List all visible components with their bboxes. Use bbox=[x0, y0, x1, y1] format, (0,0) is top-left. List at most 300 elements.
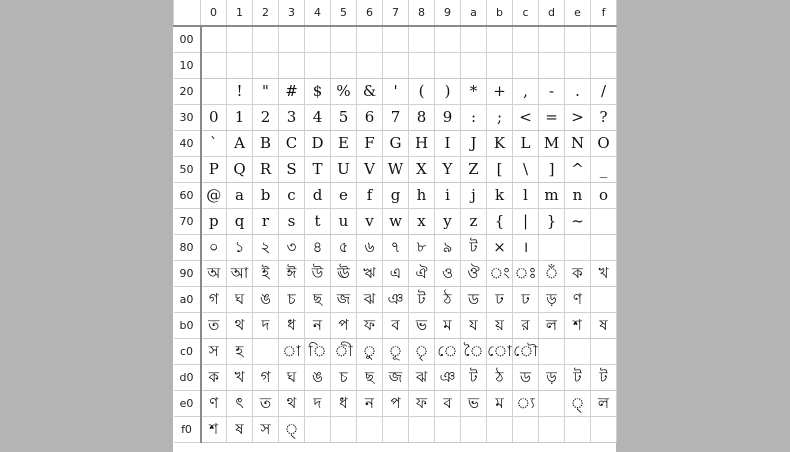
glyph-cell bbox=[591, 287, 617, 313]
column-header: 7 bbox=[383, 0, 409, 26]
glyph-cell: ঃ bbox=[513, 261, 539, 287]
glyph-cell: প bbox=[331, 313, 357, 339]
glyph-cell: w bbox=[383, 209, 409, 235]
glyph-cell: খ bbox=[227, 365, 253, 391]
glyph-cell bbox=[591, 417, 617, 443]
glyph-cell: O bbox=[591, 131, 617, 157]
glyph-cell: × bbox=[487, 235, 513, 261]
glyph-cell bbox=[539, 53, 565, 79]
glyph-cell: ধ bbox=[279, 313, 305, 339]
glyph-cell bbox=[513, 53, 539, 79]
glyph-cell: ট bbox=[461, 235, 487, 261]
glyph-cell: ং bbox=[487, 261, 513, 287]
row-header: e0 bbox=[174, 391, 201, 417]
glyph-cell: v bbox=[357, 209, 383, 235]
row-header: 80 bbox=[174, 235, 201, 261]
glyph-cell: ^ bbox=[565, 157, 591, 183]
glyph-cell: H bbox=[409, 131, 435, 157]
glyph-cell: ফ bbox=[409, 391, 435, 417]
corner-cell bbox=[174, 0, 201, 26]
glyph-cell: ঠ bbox=[435, 287, 461, 313]
glyph-cell: y bbox=[435, 209, 461, 235]
glyph-cell bbox=[461, 53, 487, 79]
glyph-cell: x bbox=[409, 209, 435, 235]
glyph-cell: e bbox=[331, 183, 357, 209]
glyph-cell: ড় bbox=[539, 287, 565, 313]
glyph-cell: F bbox=[357, 131, 383, 157]
row-header: 10 bbox=[174, 53, 201, 79]
glyph-cell bbox=[253, 53, 279, 79]
column-header: 2 bbox=[253, 0, 279, 26]
glyph-cell bbox=[513, 417, 539, 443]
glyph-cell: ? bbox=[591, 105, 617, 131]
glyph-cell: L bbox=[513, 131, 539, 157]
column-header: 6 bbox=[357, 0, 383, 26]
row-header: 30 bbox=[174, 105, 201, 131]
glyph-cell: ঁ bbox=[539, 261, 565, 287]
glyph-cell: i bbox=[435, 183, 461, 209]
glyph-cell: য় bbox=[487, 313, 513, 339]
glyph-cell bbox=[591, 53, 617, 79]
column-header: 0 bbox=[201, 0, 227, 26]
glyph-cell: ক bbox=[565, 261, 591, 287]
glyph-cell: ত bbox=[253, 391, 279, 417]
glyph-cell: য bbox=[461, 313, 487, 339]
glyph-cell: ৈ bbox=[461, 339, 487, 365]
glyph-cell: উ bbox=[305, 261, 331, 287]
glyph-cell: ড় bbox=[539, 365, 565, 391]
glyph-cell: ্ bbox=[565, 391, 591, 417]
glyph-cell: / bbox=[591, 79, 617, 105]
glyph-cell: 6 bbox=[357, 105, 383, 131]
column-header: 4 bbox=[305, 0, 331, 26]
glyph-cell: 7 bbox=[383, 105, 409, 131]
glyph-cell: M bbox=[539, 131, 565, 157]
glyph-cell: Z bbox=[461, 157, 487, 183]
row-header: a0 bbox=[174, 287, 201, 313]
row-header: 60 bbox=[174, 183, 201, 209]
grid-row bbox=[174, 105, 617, 131]
column-header: a bbox=[461, 0, 487, 26]
glyph-cell: ৫ bbox=[331, 235, 357, 261]
glyph-cell: 9 bbox=[435, 105, 461, 131]
grid-row bbox=[174, 365, 617, 391]
grid-row bbox=[174, 157, 617, 183]
glyph-cell: ৭ bbox=[383, 235, 409, 261]
glyph-cell: ছ bbox=[357, 365, 383, 391]
glyph-cell: ট bbox=[565, 365, 591, 391]
glyph-cell bbox=[591, 26, 617, 53]
glyph-cell: চ bbox=[279, 287, 305, 313]
glyph-cell bbox=[487, 53, 513, 79]
column-header: 8 bbox=[409, 0, 435, 26]
column-header-row bbox=[174, 0, 617, 26]
glyph-cell bbox=[539, 339, 565, 365]
glyph-cell: d bbox=[305, 183, 331, 209]
row-header: 90 bbox=[174, 261, 201, 287]
glyph-cell: ১ bbox=[227, 235, 253, 261]
glyph-cell: r bbox=[253, 209, 279, 235]
glyph-cell: ফ bbox=[357, 313, 383, 339]
glyph-cell: ! bbox=[227, 79, 253, 105]
glyph-cell bbox=[409, 26, 435, 53]
glyph-cell: ৪ bbox=[305, 235, 331, 261]
grid-row bbox=[174, 235, 617, 261]
column-header: 3 bbox=[279, 0, 305, 26]
glyph-cell: X bbox=[409, 157, 435, 183]
glyph-cell: j bbox=[461, 183, 487, 209]
glyph-cell: অ bbox=[201, 261, 227, 287]
glyph-cell bbox=[591, 235, 617, 261]
glyph-cell: # bbox=[279, 79, 305, 105]
glyph-cell: ৃ bbox=[409, 339, 435, 365]
glyph-cell bbox=[331, 26, 357, 53]
glyph-cell bbox=[279, 53, 305, 79]
row-header: 40 bbox=[174, 131, 201, 157]
glyph-cell: শ bbox=[565, 313, 591, 339]
glyph-cell: D bbox=[305, 131, 331, 157]
glyph-cell: ঢ bbox=[513, 287, 539, 313]
glyph-cell: : bbox=[461, 105, 487, 131]
glyph-cell: ঠ bbox=[487, 365, 513, 391]
glyph-cell: , bbox=[513, 79, 539, 105]
glyph-cell: m bbox=[539, 183, 565, 209]
glyph-cell: ্ bbox=[279, 417, 305, 443]
glyph-cell: ঙ bbox=[253, 287, 279, 313]
glyph-cell: ভ bbox=[409, 313, 435, 339]
glyph-cell: P bbox=[201, 157, 227, 183]
glyph-cell: ঢ bbox=[487, 287, 513, 313]
glyph-cell: গ bbox=[253, 365, 279, 391]
glyph-cell: ন bbox=[357, 391, 383, 417]
glyph-cell: ঙ bbox=[305, 365, 331, 391]
glyph-cell bbox=[357, 53, 383, 79]
glyph-cell: a bbox=[227, 183, 253, 209]
glyph-cell: U bbox=[331, 157, 357, 183]
grid-row bbox=[174, 79, 617, 105]
glyph-cell: T bbox=[305, 157, 331, 183]
glyph-cell bbox=[591, 209, 617, 235]
glyph-cell: A bbox=[227, 131, 253, 157]
glyph-cell: ঘ bbox=[227, 287, 253, 313]
glyph-cell: ষ bbox=[591, 313, 617, 339]
glyph-cell: ূ bbox=[383, 339, 409, 365]
glyph-cell bbox=[331, 417, 357, 443]
glyph-cell: স bbox=[201, 339, 227, 365]
glyph-cell: ু bbox=[357, 339, 383, 365]
glyph-cell: ৌ bbox=[513, 339, 539, 365]
glyph-cell: ব bbox=[383, 313, 409, 339]
glyph-cell: _ bbox=[591, 157, 617, 183]
glyph-cell: 8 bbox=[409, 105, 435, 131]
glyph-cell: t bbox=[305, 209, 331, 235]
row-header: 00 bbox=[174, 26, 201, 53]
grid-row bbox=[174, 26, 617, 53]
glyph-cell: ] bbox=[539, 157, 565, 183]
glyph-cell: E bbox=[331, 131, 357, 157]
glyph-cell bbox=[227, 53, 253, 79]
glyph-cell: ছ bbox=[305, 287, 331, 313]
glyph-cell: ঔ bbox=[461, 261, 487, 287]
glyph-cell: া bbox=[279, 339, 305, 365]
glyph-cell: . bbox=[565, 79, 591, 105]
glyph-cell: N bbox=[565, 131, 591, 157]
glyph-cell bbox=[279, 26, 305, 53]
glyph-cell: ; bbox=[487, 105, 513, 131]
glyph-cell: জ bbox=[331, 287, 357, 313]
glyph-cell: [ bbox=[487, 157, 513, 183]
glyph-cell bbox=[201, 26, 227, 53]
glyph-cell: থ bbox=[279, 391, 305, 417]
glyph-cell: ট bbox=[591, 365, 617, 391]
glyph-cell: z bbox=[461, 209, 487, 235]
grid-row bbox=[174, 209, 617, 235]
row-header: f0 bbox=[174, 417, 201, 443]
glyph-cell bbox=[253, 339, 279, 365]
glyph-cell: ম bbox=[487, 391, 513, 417]
glyph-cell bbox=[383, 417, 409, 443]
glyph-cell bbox=[565, 417, 591, 443]
glyph-cell: = bbox=[539, 105, 565, 131]
glyph-cell bbox=[513, 26, 539, 53]
glyph-cell: V bbox=[357, 157, 383, 183]
row-header: 50 bbox=[174, 157, 201, 183]
grid-row bbox=[174, 391, 617, 417]
glyph-cell: ষ bbox=[227, 417, 253, 443]
glyph-cell: W bbox=[383, 157, 409, 183]
glyph-cell bbox=[487, 26, 513, 53]
grid-row bbox=[174, 339, 617, 365]
glyph-cell: ল bbox=[539, 313, 565, 339]
glyph-cell: খ bbox=[591, 261, 617, 287]
glyph-cell: ৎ bbox=[227, 391, 253, 417]
glyph-cell: * bbox=[461, 79, 487, 105]
glyph-cell bbox=[227, 26, 253, 53]
glyph-cell: } bbox=[539, 209, 565, 235]
glyph-cell: > bbox=[565, 105, 591, 131]
glyph-cell: | bbox=[513, 209, 539, 235]
glyph-cell: প bbox=[383, 391, 409, 417]
glyph-cell bbox=[565, 53, 591, 79]
glyph-cell: o bbox=[591, 183, 617, 209]
glyph-cell: 1 bbox=[227, 105, 253, 131]
glyph-cell: J bbox=[461, 131, 487, 157]
glyph-cell: " bbox=[253, 79, 279, 105]
glyph-cell bbox=[565, 26, 591, 53]
glyph-cell bbox=[461, 26, 487, 53]
glyph-cell bbox=[305, 417, 331, 443]
glyph-cell: র bbox=[513, 313, 539, 339]
glyph-cell: q bbox=[227, 209, 253, 235]
glyph-cell: ও bbox=[435, 261, 461, 287]
glyph-cell bbox=[409, 53, 435, 79]
glyph-cell: ( bbox=[409, 79, 435, 105]
grid-body bbox=[174, 26, 617, 443]
glyph-cell: ধ bbox=[331, 391, 357, 417]
column-header: d bbox=[539, 0, 565, 26]
glyph-cell: ণ bbox=[565, 287, 591, 313]
glyph-cell: চ bbox=[331, 365, 357, 391]
grid-row bbox=[174, 131, 617, 157]
glyph-cell: g bbox=[383, 183, 409, 209]
glyph-cell: - bbox=[539, 79, 565, 105]
grid-row bbox=[174, 313, 617, 339]
glyph-cell: থ bbox=[227, 313, 253, 339]
glyph-cell: ঈ bbox=[279, 261, 305, 287]
glyph-cell bbox=[331, 53, 357, 79]
glyph-cell: গ bbox=[201, 287, 227, 313]
glyph-cell: G bbox=[383, 131, 409, 157]
character-grid bbox=[173, 0, 617, 443]
glyph-cell bbox=[357, 417, 383, 443]
glyph-cell: I bbox=[435, 131, 461, 157]
glyph-cell bbox=[253, 26, 279, 53]
glyph-cell: & bbox=[357, 79, 383, 105]
glyph-cell bbox=[435, 26, 461, 53]
glyph-cell: c bbox=[279, 183, 305, 209]
glyph-cell bbox=[591, 339, 617, 365]
glyph-cell: ্য bbox=[513, 391, 539, 417]
glyph-cell: 4 bbox=[305, 105, 331, 131]
column-header: 5 bbox=[331, 0, 357, 26]
row-header: c0 bbox=[174, 339, 201, 365]
grid-row bbox=[174, 287, 617, 313]
column-header: 9 bbox=[435, 0, 461, 26]
glyph-cell: ে bbox=[435, 339, 461, 365]
glyph-cell: ট bbox=[461, 365, 487, 391]
column-header: 1 bbox=[227, 0, 253, 26]
glyph-cell: ০ bbox=[201, 235, 227, 261]
glyph-cell: ঘ bbox=[279, 365, 305, 391]
glyph-cell: ৩ bbox=[279, 235, 305, 261]
glyph-cell: R bbox=[253, 157, 279, 183]
glyph-cell: $ bbox=[305, 79, 331, 105]
glyph-cell: n bbox=[565, 183, 591, 209]
glyph-cell: দ bbox=[305, 391, 331, 417]
glyph-cell bbox=[305, 53, 331, 79]
glyph-cell: 5 bbox=[331, 105, 357, 131]
glyph-cell: ২ bbox=[253, 235, 279, 261]
glyph-cell: ম bbox=[435, 313, 461, 339]
row-header: b0 bbox=[174, 313, 201, 339]
glyph-cell bbox=[409, 417, 435, 443]
glyph-cell: 0 bbox=[201, 105, 227, 131]
glyph-cell: + bbox=[487, 79, 513, 105]
glyph-cell bbox=[305, 26, 331, 53]
glyph-cell: ` bbox=[201, 131, 227, 157]
grid-row bbox=[174, 183, 617, 209]
character-map-sheet bbox=[173, 0, 616, 452]
glyph-cell bbox=[539, 235, 565, 261]
glyph-cell: ণ bbox=[201, 391, 227, 417]
glyph-cell: । bbox=[513, 235, 539, 261]
row-header: 20 bbox=[174, 79, 201, 105]
glyph-cell: ) bbox=[435, 79, 461, 105]
glyph-cell: ড bbox=[461, 287, 487, 313]
column-header: b bbox=[487, 0, 513, 26]
glyph-cell: ঐ bbox=[409, 261, 435, 287]
glyph-cell bbox=[539, 391, 565, 417]
glyph-cell: ঝ bbox=[357, 287, 383, 313]
glyph-cell: B bbox=[253, 131, 279, 157]
glyph-cell bbox=[539, 417, 565, 443]
glyph-cell bbox=[383, 53, 409, 79]
glyph-cell: { bbox=[487, 209, 513, 235]
row-header: 70 bbox=[174, 209, 201, 235]
grid-row bbox=[174, 261, 617, 287]
glyph-cell: স bbox=[253, 417, 279, 443]
glyph-cell: p bbox=[201, 209, 227, 235]
glyph-cell: f bbox=[357, 183, 383, 209]
column-header: c bbox=[513, 0, 539, 26]
glyph-cell: ো bbox=[487, 339, 513, 365]
glyph-cell bbox=[435, 417, 461, 443]
glyph-cell: Y bbox=[435, 157, 461, 183]
glyph-cell bbox=[383, 26, 409, 53]
glyph-cell: ঋ bbox=[357, 261, 383, 287]
glyph-cell: ' bbox=[383, 79, 409, 105]
glyph-cell: % bbox=[331, 79, 357, 105]
column-header: e bbox=[565, 0, 591, 26]
glyph-cell bbox=[565, 235, 591, 261]
glyph-cell: s bbox=[279, 209, 305, 235]
glyph-cell: দ bbox=[253, 313, 279, 339]
glyph-cell bbox=[461, 417, 487, 443]
glyph-cell: S bbox=[279, 157, 305, 183]
grid-row bbox=[174, 417, 617, 443]
glyph-cell: ই bbox=[253, 261, 279, 287]
glyph-cell: ঞ bbox=[383, 287, 409, 313]
glyph-cell: b bbox=[253, 183, 279, 209]
glyph-cell: u bbox=[331, 209, 357, 235]
glyph-cell: ী bbox=[331, 339, 357, 365]
glyph-cell: \ bbox=[513, 157, 539, 183]
glyph-cell bbox=[201, 79, 227, 105]
glyph-cell: ন bbox=[305, 313, 331, 339]
glyph-cell: ব bbox=[435, 391, 461, 417]
glyph-cell: হ bbox=[227, 339, 253, 365]
glyph-cell bbox=[435, 53, 461, 79]
glyph-cell: ৯ bbox=[435, 235, 461, 261]
glyph-cell: ~ bbox=[565, 209, 591, 235]
glyph-cell: ঊ bbox=[331, 261, 357, 287]
glyph-cell: @ bbox=[201, 183, 227, 209]
row-header: d0 bbox=[174, 365, 201, 391]
glyph-cell bbox=[201, 53, 227, 79]
glyph-cell: আ bbox=[227, 261, 253, 287]
glyph-cell: 3 bbox=[279, 105, 305, 131]
glyph-cell: ঞ bbox=[435, 365, 461, 391]
glyph-cell: l bbox=[513, 183, 539, 209]
glyph-cell bbox=[487, 417, 513, 443]
glyph-cell: ঝ bbox=[409, 365, 435, 391]
glyph-cell: ৮ bbox=[409, 235, 435, 261]
glyph-cell: জ bbox=[383, 365, 409, 391]
glyph-cell: ট bbox=[409, 287, 435, 313]
glyph-cell: K bbox=[487, 131, 513, 157]
glyph-cell: h bbox=[409, 183, 435, 209]
glyph-cell: ৬ bbox=[357, 235, 383, 261]
glyph-cell bbox=[565, 339, 591, 365]
glyph-cell: < bbox=[513, 105, 539, 131]
grid-row bbox=[174, 53, 617, 79]
glyph-cell: শ bbox=[201, 417, 227, 443]
glyph-cell: C bbox=[279, 131, 305, 157]
glyph-cell: k bbox=[487, 183, 513, 209]
glyph-cell bbox=[357, 26, 383, 53]
glyph-cell: এ bbox=[383, 261, 409, 287]
glyph-cell: Q bbox=[227, 157, 253, 183]
